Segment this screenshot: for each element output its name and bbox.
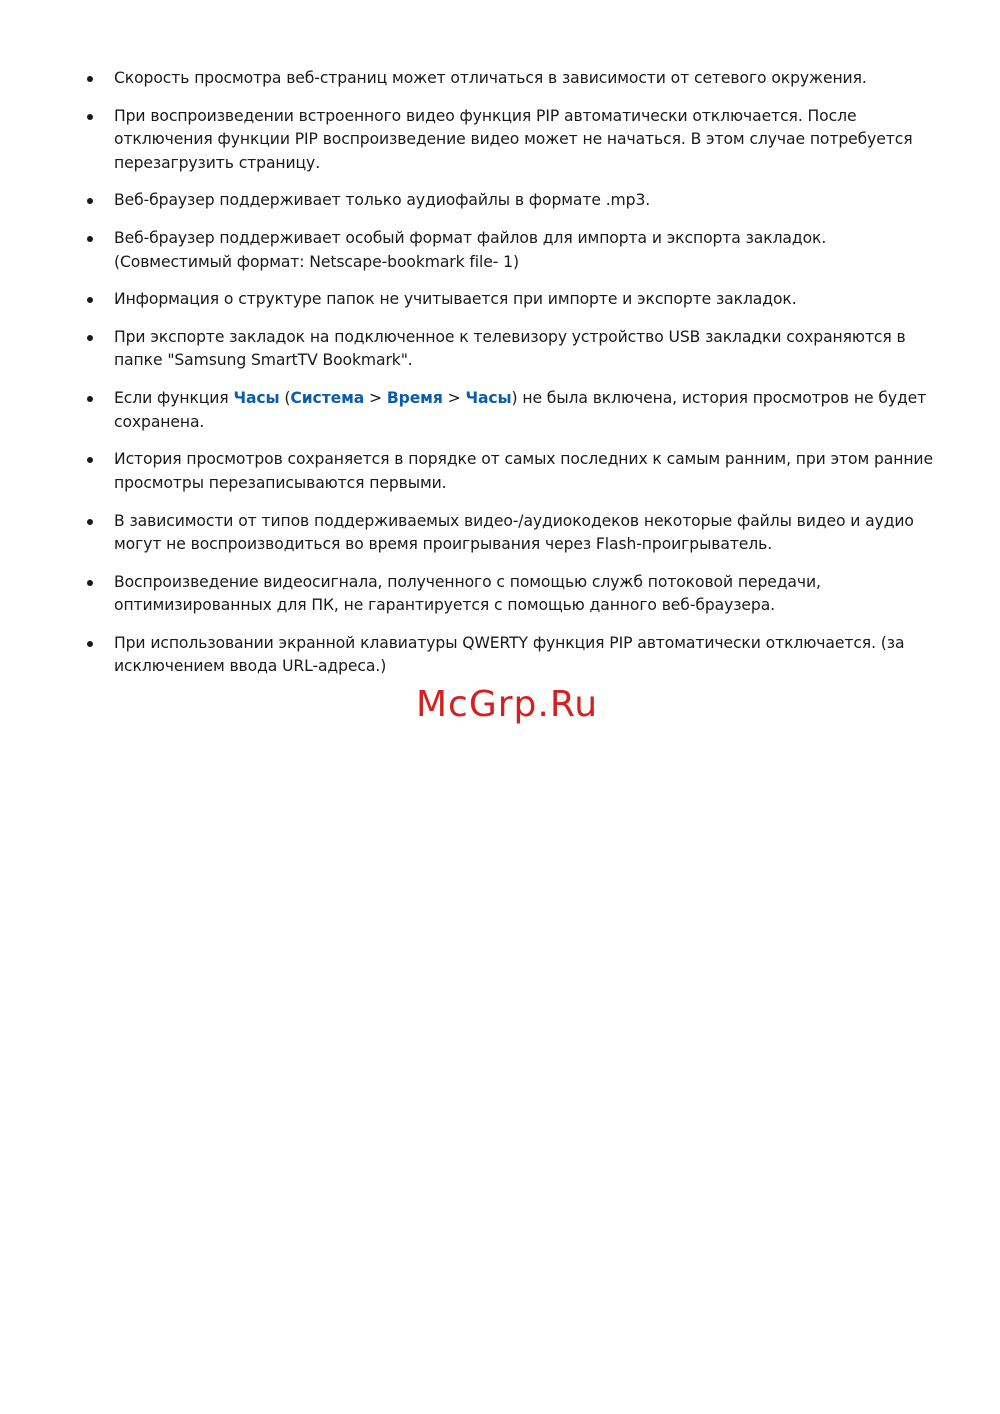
- bullet-icon: [87, 114, 93, 120]
- note-text: Информация о структуре папок не учитывается при импорте и экспорте закладок.: [114, 290, 797, 309]
- bullet-icon: [87, 519, 93, 525]
- note-text: Воспроизведение видеосигнала, полученного с помощью служб потоковой передачи, оптимизированных для ПК, не гарантируется с помощью данного веб-браузера.: [114, 572, 821, 615]
- notes-list: [84, 67, 936, 693]
- bullet-icon: [87, 335, 93, 341]
- note-item: [84, 326, 936, 373]
- note-text: История просмотров сохраняется в порядке от самых последних к самым ранним, при этом ранние просмотры перезаписываются первыми.: [114, 450, 933, 492]
- note-text: При воспроизведении встроенного видео функция PIP автоматически отключается. После отключения функции PIP воспроизведение видео может не начаться. В этом случае потребуется перезагрузить страницу.: [114, 106, 913, 172]
- note-item: [84, 227, 936, 274]
- menu-path-clock-item: Часы: [465, 389, 512, 408]
- bullet-icon: [87, 457, 93, 463]
- note-item: [84, 105, 936, 176]
- bullet-icon: [87, 236, 93, 242]
- note-text: При использовании экранной клавиатуры QWERTY функция PIP автоматически отключается. (за исключением ввода URL-адреса.): [114, 633, 905, 676]
- note-item: [84, 288, 936, 312]
- note-item-clock: [84, 387, 936, 434]
- note-item: [84, 632, 936, 679]
- note-item: [84, 510, 936, 557]
- note-text: Скорость просмотра веб-страниц может отличаться в зависимости от сетевого окружения.: [114, 69, 867, 87]
- bullet-icon: [87, 580, 93, 586]
- menu-path-time: Время: [386, 389, 443, 408]
- note-suffix: ) не была включена, история просмотров не будет сохранена.: [114, 389, 927, 431]
- menu-path-system: Система: [290, 389, 365, 408]
- note-text: При экспорте закладок на подключенное к телевизору устройство USB закладки сохраняются в папке "Samsung SmartTV Bookmark".: [114, 327, 906, 370]
- note-text: Веб-браузер поддерживает только аудиофайлы в формате .mp3.: [114, 191, 651, 210]
- note-item: [84, 571, 936, 618]
- note-item: [84, 67, 936, 91]
- note-text: В зависимости от типов поддерживаемых видео-/аудиокодеков некоторые файлы видео и аудио могут не воспроизводиться во время проигрывания через Flash-проигрыватель.: [114, 511, 914, 553]
- note-text: Веб-браузер поддерживает особый формат файлов для импорта и экспорта закладок. (Совместимый формат: Netscape-bookmark file- 1): [114, 229, 827, 271]
- menu-path-clock: Часы: [233, 389, 280, 408]
- menu-separator: >: [364, 389, 387, 408]
- bullet-icon: [87, 297, 93, 303]
- note-prefix: Если функция: [114, 389, 234, 408]
- menu-separator: >: [442, 389, 466, 408]
- bullet-icon: [87, 396, 93, 402]
- bullet-icon: [87, 76, 93, 82]
- note-item: [84, 189, 936, 213]
- watermark-logo: McGrp.Ru: [415, 684, 599, 725]
- bullet-icon: [87, 198, 93, 204]
- note-item: [84, 448, 936, 495]
- bullet-icon: [87, 641, 93, 647]
- paren-open: (: [279, 389, 291, 408]
